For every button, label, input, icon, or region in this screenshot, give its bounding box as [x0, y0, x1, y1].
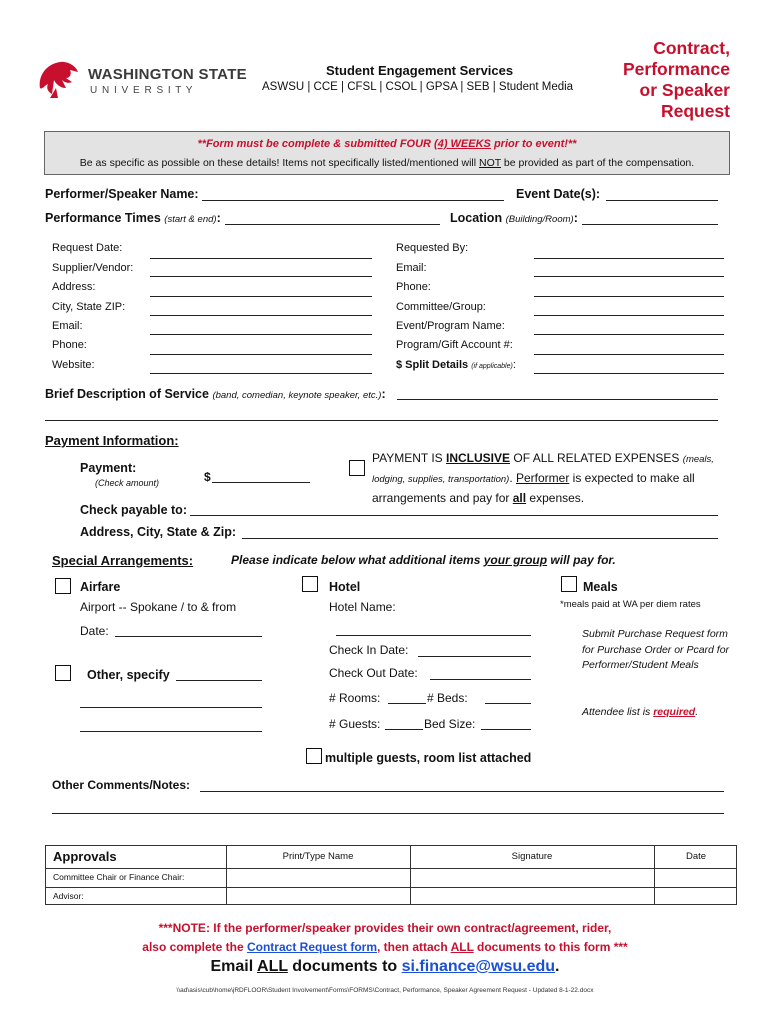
- payee-address-label: Address, City, State & Zip:: [80, 525, 237, 539]
- other-specify-field[interactable]: [176, 680, 262, 681]
- inclusive-statement: PAYMENT IS INCLUSIVE OF ALL RELATED EXPENSES (meals, lodging, supplies, transportation). Performer is expected to make all arrangements and pay for all expenses.: [372, 451, 714, 505]
- performer-name-field[interactable]: [202, 200, 504, 201]
- special-arrangements-heading: Special Arrangements:: [52, 553, 194, 568]
- request-date-field[interactable]: [150, 258, 372, 259]
- location-label: Location (Building/Room):: [450, 211, 578, 225]
- requester-email-label: Email:: [396, 262, 427, 274]
- check-in-field[interactable]: [418, 656, 531, 657]
- committee-date-cell[interactable]: [655, 869, 737, 887]
- check-out-label: Check Out Date:: [329, 666, 418, 680]
- brief-description-label: Brief Description of Service (band, comedian, keynote speaker, etc.):: [45, 387, 386, 401]
- contract-note-line2: also complete the Contract Request form, then attach ALL documents to this form ***: [142, 940, 628, 954]
- contract-note-line1: ***NOTE: If the performer/speaker provides their own contract/agreement, rider,: [158, 921, 612, 935]
- supplier-vendor-field[interactable]: [150, 276, 372, 277]
- city-state-zip-label: City, State ZIP:: [52, 301, 126, 313]
- specificity-notice: Be as specific as possible on these details! Items not specifically listed/mentioned will NOT be provided as part of the compensation.: [79, 157, 695, 169]
- check-amount-hint: (Check amount): [95, 478, 160, 488]
- requester-phone-field[interactable]: [534, 296, 724, 297]
- hotel-checkbox[interactable]: [302, 576, 318, 592]
- logo-wordmark: WASHINGTON STATE: [88, 66, 247, 83]
- website-label: Website:: [52, 359, 95, 371]
- brief-description-field-2[interactable]: [45, 420, 718, 421]
- performance-times-field[interactable]: [225, 224, 440, 225]
- rooms-label: # Rooms:: [329, 691, 381, 705]
- hotel-label: Hotel: [329, 580, 361, 594]
- hotel-name-field[interactable]: [336, 635, 531, 636]
- address-label: Address:: [52, 281, 96, 293]
- event-program-name-label: Event/Program Name:: [396, 320, 505, 332]
- rooms-field[interactable]: [388, 703, 426, 704]
- dollar-sign: $: [204, 470, 211, 484]
- logo-university: U N I V E R S I T Y: [90, 85, 194, 96]
- bed-size-label: Bed Size:: [424, 717, 476, 731]
- airport-label: Airport -- Spokane / to & from: [80, 600, 237, 614]
- payment-amount-field[interactable]: [212, 482, 310, 483]
- committee-group-label: Committee/Group:: [396, 301, 486, 313]
- special-instruction: Please indicate below what additional items your group will pay for.: [231, 553, 616, 567]
- attendee-note: Attendee list is required.: [582, 706, 699, 718]
- col-signature: Signature: [511, 851, 553, 862]
- other-comments-field-2[interactable]: [52, 813, 724, 814]
- advisor-print-cell[interactable]: [227, 888, 409, 905]
- committee-signature-cell[interactable]: [411, 869, 653, 887]
- performer-name-label: Performer/Speaker Name:: [45, 187, 199, 201]
- finance-email-link[interactable]: si.finance@wsu.edu: [401, 958, 556, 975]
- guests-field[interactable]: [385, 729, 423, 730]
- event-dates-field[interactable]: [606, 200, 718, 201]
- guests-label: # Guests:: [329, 717, 381, 731]
- other-checkbox[interactable]: [55, 665, 71, 681]
- airfare-date-field[interactable]: [115, 636, 262, 637]
- form-title: Contract, Performance or Speaker Request: [623, 38, 730, 121]
- multiple-guests-checkbox[interactable]: [306, 748, 322, 764]
- advisor-signature-cell[interactable]: [411, 888, 653, 905]
- vendor-phone-field[interactable]: [150, 354, 372, 355]
- split-details-field[interactable]: [534, 373, 724, 374]
- hotel-name-label: Hotel Name:: [329, 600, 396, 614]
- performance-times-label: Performance Times (start & end):: [45, 211, 221, 225]
- payment-heading: Payment Information:: [45, 433, 179, 448]
- other-specify-field-3[interactable]: [80, 731, 262, 732]
- other-specify-label: Other, specify: [87, 668, 170, 682]
- airfare-label: Airfare: [80, 580, 121, 594]
- org-title: Student Engagement Services: [326, 63, 514, 78]
- committee-group-field[interactable]: [534, 315, 724, 316]
- col-print-name: Print/Type Name: [282, 851, 354, 862]
- airfare-checkbox[interactable]: [55, 578, 71, 594]
- advisor-date-cell[interactable]: [655, 888, 737, 905]
- vendor-email-field[interactable]: [150, 334, 372, 335]
- requested-by-field[interactable]: [534, 258, 724, 259]
- other-specify-field-2[interactable]: [80, 707, 262, 708]
- requested-by-label: Requested By:: [396, 242, 469, 254]
- split-details-label: $ Split Details (if applicable):: [396, 359, 516, 371]
- notice-box: [44, 131, 730, 175]
- requester-email-field[interactable]: [534, 276, 724, 277]
- meals-checkbox[interactable]: [561, 576, 577, 592]
- event-dates-label: Event Date(s):: [516, 187, 601, 201]
- check-in-label: Check In Date:: [329, 643, 409, 657]
- location-field[interactable]: [582, 224, 718, 225]
- meals-label: Meals: [583, 580, 618, 594]
- org-subtitle: ASWSU | CCE | CFSL | CSOL | GPSA | SEB | Student Media: [262, 81, 574, 93]
- gift-account-label: Program/Gift Account #:: [396, 339, 513, 351]
- row-advisor: Advisor:: [53, 891, 84, 901]
- requester-phone-label: Phone:: [396, 281, 431, 293]
- cougar-head-icon: [36, 58, 80, 102]
- approvals-title: Approvals: [53, 849, 117, 864]
- address-field[interactable]: [150, 296, 372, 297]
- gift-account-field[interactable]: [534, 354, 724, 355]
- check-out-field[interactable]: [430, 679, 531, 680]
- vendor-email-label: Email:: [52, 320, 83, 332]
- email-instruction: Email ALL documents to si.finance@wsu.edu.: [210, 958, 560, 975]
- city-state-zip-field[interactable]: [150, 315, 372, 316]
- row-committee-chair: Committee Chair or Finance Chair:: [53, 872, 185, 882]
- deadline-notice: **Form must be complete & submitted FOUR (4) WEEKS prior to event!**: [197, 138, 577, 150]
- airfare-date-label: Date:: [80, 624, 109, 638]
- payment-label: Payment:: [80, 461, 137, 475]
- event-program-name-field[interactable]: [534, 334, 724, 335]
- beds-field[interactable]: [485, 703, 531, 704]
- other-comments-field-1[interactable]: [200, 791, 724, 792]
- document-path: \\ad\asis\cub\home\jRDFLOOR\Student Involvement\Forms\FORMS\Contract, Performance, Speaker Agreement Request - Updated 8-1-22.docx: [176, 987, 594, 994]
- supplier-vendor-label: Supplier/Vendor:: [52, 262, 134, 274]
- wsu-logo: [36, 58, 246, 104]
- other-comments-label: Other Comments/Notes:: [52, 778, 191, 792]
- check-payable-label: Check payable to:: [80, 503, 187, 517]
- website-field[interactable]: [150, 373, 372, 374]
- meals-per-diem-note: *meals paid at WA per diem rates: [560, 599, 701, 610]
- payee-address-field[interactable]: [242, 538, 718, 539]
- inclusive-checkbox[interactable]: [349, 460, 365, 476]
- request-date-label: Request Date:: [52, 242, 123, 254]
- bed-size-field[interactable]: [481, 729, 531, 730]
- contract-request-form-link[interactable]: Contract Request form: [246, 940, 377, 954]
- multiple-guests-label: multiple guests, room list attached: [325, 751, 532, 765]
- check-payable-field[interactable]: [190, 515, 718, 516]
- approvals-table: [45, 845, 737, 905]
- col-date: Date: [685, 851, 707, 862]
- vendor-phone-label: Phone:: [52, 339, 87, 351]
- brief-description-field-1[interactable]: [397, 399, 718, 400]
- committee-print-cell[interactable]: [227, 869, 409, 887]
- purchase-request-note: Submit Purchase Request form for Purchase Order or Pcard for Performer/Student Meals: [582, 628, 730, 671]
- beds-label: # Beds:: [427, 691, 468, 705]
